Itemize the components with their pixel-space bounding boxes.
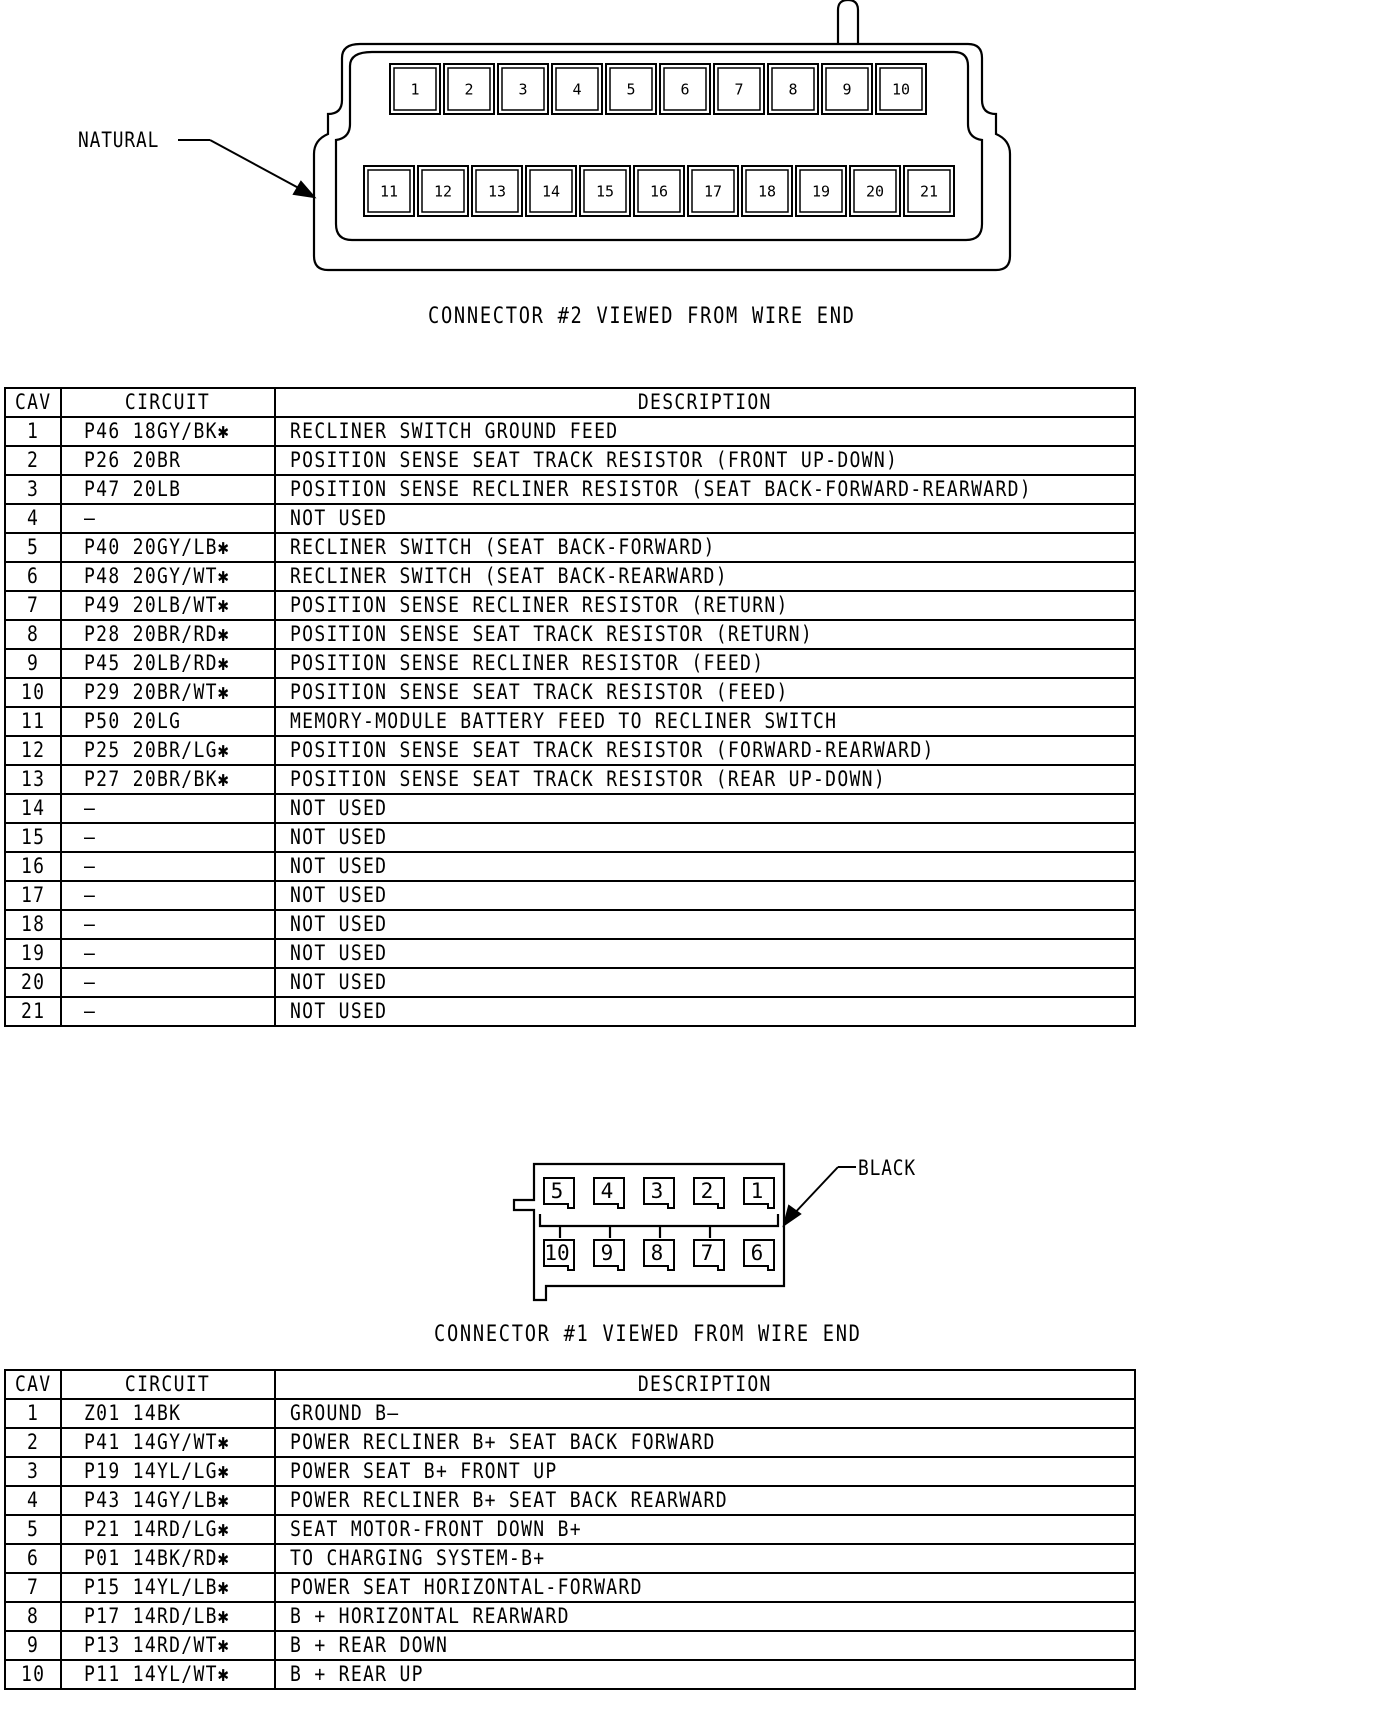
- pin-number: 1: [410, 80, 420, 99]
- table-row: [5, 707, 1135, 736]
- table-row: [5, 591, 1135, 620]
- pin-cavity: [876, 64, 926, 114]
- pin-cavity: [390, 64, 440, 114]
- circuit-cell: Z01 14BK: [61, 1399, 275, 1428]
- circuit-cell: P25 20BR/LG✱: [61, 736, 275, 765]
- table-row: [5, 910, 1135, 939]
- connector-2-pinout-table: [4, 387, 1136, 1027]
- circuit-cell: P50 20LG: [61, 707, 275, 736]
- table-row: [5, 504, 1135, 533]
- description-cell: NOT USED: [275, 823, 1135, 852]
- description-cell: POSITION SENSE RECLINER RESISTOR (SEAT BACK-FORWARD-REARWARD): [275, 475, 1135, 504]
- table-row: [5, 997, 1135, 1026]
- connector-2-housing: [314, 0, 1010, 270]
- cav-cell: 13: [5, 765, 61, 794]
- pin-number: 6: [680, 80, 690, 99]
- circuit-cell: P48 20GY/WT✱: [61, 562, 275, 591]
- pin-number: 20: [865, 182, 885, 201]
- pin-cavity: [688, 166, 738, 216]
- circuit-cell: —: [61, 823, 275, 852]
- table-row: [5, 446, 1135, 475]
- description-cell: MEMORY-MODULE BATTERY FEED TO RECLINER SWITCH: [275, 707, 1135, 736]
- description-cell: POSITION SENSE SEAT TRACK RESISTOR (FEED): [275, 678, 1135, 707]
- pin-number: 17: [703, 182, 723, 201]
- circuit-cell: P27 20BR/BK✱: [61, 765, 275, 794]
- circuit-cell: P29 20BR/WT✱: [61, 678, 275, 707]
- circuit-cell: P46 18GY/BK✱: [61, 417, 275, 446]
- pin-number: 7: [700, 1241, 714, 1265]
- header-circuit: CIRCUIT: [61, 1370, 275, 1399]
- table-row: [5, 765, 1135, 794]
- cav-cell: 15: [5, 823, 61, 852]
- pin-number: 9: [600, 1241, 614, 1265]
- table-row: [5, 1660, 1135, 1689]
- pin-number: 9: [842, 80, 852, 99]
- pin-number: 16: [649, 182, 669, 201]
- pin-number: 6: [750, 1241, 764, 1265]
- cav-cell: 6: [5, 562, 61, 591]
- pin-cavity: [526, 166, 576, 216]
- table-row: [5, 968, 1135, 997]
- table-row: [5, 649, 1135, 678]
- table-row: [5, 1399, 1135, 1428]
- table-row: [5, 1573, 1135, 1602]
- pin-number: 10: [544, 1241, 570, 1265]
- pin-cavity: [742, 166, 792, 216]
- pin-cavity: [644, 1178, 674, 1208]
- description-cell: POSITION SENSE SEAT TRACK RESISTOR (REAR UP-DOWN): [275, 765, 1135, 794]
- cav-cell: 20: [5, 968, 61, 997]
- pin-number: 12: [433, 182, 453, 201]
- connector-1-top-row: [544, 1178, 774, 1208]
- table-row: [5, 1602, 1135, 1631]
- cav-cell: 18: [5, 910, 61, 939]
- cav-cell: 12: [5, 736, 61, 765]
- cav-cell: 14: [5, 794, 61, 823]
- circuit-cell: —: [61, 910, 275, 939]
- description-cell: NOT USED: [275, 997, 1135, 1026]
- cav-cell: 1: [5, 417, 61, 446]
- circuit-cell: —: [61, 881, 275, 910]
- description-cell: POSITION SENSE SEAT TRACK RESISTOR (RETURN): [275, 620, 1135, 649]
- circuit-cell: P49 20LB/WT✱: [61, 591, 275, 620]
- cav-cell: 16: [5, 852, 61, 881]
- cav-cell: 6: [5, 1544, 61, 1573]
- description-cell: NOT USED: [275, 794, 1135, 823]
- header-circuit: CIRCUIT: [61, 388, 275, 417]
- pin-cavity: [822, 64, 872, 114]
- description-cell: GROUND B—: [275, 1399, 1135, 1428]
- connector-1-pinout-table: [4, 1369, 1136, 1690]
- table-row: [5, 1457, 1135, 1486]
- table-row: [5, 823, 1135, 852]
- cav-cell: 8: [5, 1602, 61, 1631]
- description-cell: RECLINER SWITCH (SEAT BACK-REARWARD): [275, 562, 1135, 591]
- circuit-cell: P21 14RD/LG✱: [61, 1515, 275, 1544]
- header-description: DESCRIPTION: [275, 1370, 1135, 1399]
- cav-cell: 9: [5, 1631, 61, 1660]
- pin-number: 3: [650, 1179, 664, 1203]
- table-row: [5, 1428, 1135, 1457]
- cav-cell: 7: [5, 1573, 61, 1602]
- cav-cell: 21: [5, 997, 61, 1026]
- description-cell: POSITION SENSE RECLINER RESISTOR (RETURN): [275, 591, 1135, 620]
- pin-number: 5: [550, 1179, 564, 1203]
- cav-cell: 2: [5, 446, 61, 475]
- pin-number: 14: [541, 182, 561, 201]
- table-header-row: [5, 1370, 1135, 1399]
- pin-cavity: [660, 64, 710, 114]
- pin-cavity: [634, 166, 684, 216]
- description-cell: POSITION SENSE SEAT TRACK RESISTOR (FRONT UP-DOWN): [275, 446, 1135, 475]
- pin-number: 4: [600, 1179, 614, 1203]
- table-row: [5, 736, 1135, 765]
- circuit-cell: P15 14YL/LB✱: [61, 1573, 275, 1602]
- pin-cavity: [850, 166, 900, 216]
- pin-cavity: [444, 64, 494, 114]
- description-cell: POWER SEAT B+ FRONT UP: [275, 1457, 1135, 1486]
- description-cell: NOT USED: [275, 939, 1135, 968]
- circuit-cell: —: [61, 939, 275, 968]
- description-cell: B + REAR DOWN: [275, 1631, 1135, 1660]
- table-row: [5, 1486, 1135, 1515]
- pin-cavity: [694, 1240, 724, 1270]
- description-cell: POSITION SENSE SEAT TRACK RESISTOR (FORWARD-REARWARD): [275, 736, 1135, 765]
- pin-cavity: [904, 166, 954, 216]
- table-row: [5, 562, 1135, 591]
- description-cell: TO CHARGING SYSTEM-B+: [275, 1544, 1135, 1573]
- table-row: [5, 881, 1135, 910]
- description-cell: NOT USED: [275, 910, 1135, 939]
- pin-cavity: [594, 1240, 624, 1270]
- cav-cell: 3: [5, 475, 61, 504]
- pin-number: 1: [750, 1179, 764, 1203]
- cav-cell: 9: [5, 649, 61, 678]
- cav-cell: 5: [5, 1515, 61, 1544]
- connector-1-color-label: BLACK: [858, 1156, 916, 1180]
- table-row: [5, 939, 1135, 968]
- table-row: [5, 475, 1135, 504]
- table-row: [5, 1631, 1135, 1660]
- header-cav: CAV: [5, 388, 61, 417]
- table-row: [5, 852, 1135, 881]
- table-row: [5, 417, 1135, 446]
- pin-cavity: [768, 64, 818, 114]
- circuit-cell: P40 20GY/LB✱: [61, 533, 275, 562]
- circuit-cell: —: [61, 852, 275, 881]
- circuit-cell: —: [61, 997, 275, 1026]
- cav-cell: 19: [5, 939, 61, 968]
- cav-cell: 5: [5, 533, 61, 562]
- connector-2-bottom-row: [364, 166, 954, 216]
- description-cell: RECLINER SWITCH GROUND FEED: [275, 417, 1135, 446]
- description-cell: POWER SEAT HORIZONTAL-FORWARD: [275, 1573, 1135, 1602]
- circuit-cell: P41 14GY/WT✱: [61, 1428, 275, 1457]
- cav-cell: 2: [5, 1428, 61, 1457]
- cav-cell: 10: [5, 678, 61, 707]
- cav-cell: 7: [5, 591, 61, 620]
- circuit-cell: P13 14RD/WT✱: [61, 1631, 275, 1660]
- description-cell: B + HORIZONTAL REARWARD: [275, 1602, 1135, 1631]
- pin-number: 7: [734, 80, 744, 99]
- description-cell: NOT USED: [275, 504, 1135, 533]
- black-leader-line: [784, 1167, 856, 1225]
- pin-number: 3: [518, 80, 528, 99]
- table-header-row: [5, 388, 1135, 417]
- pin-cavity: [364, 166, 414, 216]
- cav-cell: 3: [5, 1457, 61, 1486]
- table-row: [5, 678, 1135, 707]
- pin-number: 2: [700, 1179, 714, 1203]
- cav-cell: 1: [5, 1399, 61, 1428]
- circuit-cell: P26 20BR: [61, 446, 275, 475]
- pin-cavity: [544, 1240, 574, 1270]
- circuit-cell: P19 14YL/LG✱: [61, 1457, 275, 1486]
- circuit-cell: —: [61, 794, 275, 823]
- pin-cavity: [796, 166, 846, 216]
- pin-number: 11: [379, 182, 399, 201]
- connector-2-caption: CONNECTOR #2 VIEWED FROM WIRE END: [428, 304, 856, 329]
- cav-cell: 4: [5, 504, 61, 533]
- pin-number: 13: [487, 182, 507, 201]
- pin-number: 8: [650, 1241, 664, 1265]
- connector-1-bottom-row: [544, 1240, 774, 1270]
- circuit-cell: P11 14YL/WT✱: [61, 1660, 275, 1689]
- pin-number: 21: [919, 182, 939, 201]
- table-row: [5, 1515, 1135, 1544]
- pin-cavity: [418, 166, 468, 216]
- pin-cavity: [472, 166, 522, 216]
- pin-cavity: [594, 1178, 624, 1208]
- connector-2-top-row: [390, 64, 926, 114]
- description-cell: NOT USED: [275, 881, 1135, 910]
- table-row: [5, 533, 1135, 562]
- cav-cell: 11: [5, 707, 61, 736]
- circuit-cell: P17 14RD/LB✱: [61, 1602, 275, 1631]
- table-row: [5, 794, 1135, 823]
- header-cav: CAV: [5, 1370, 61, 1399]
- circuit-cell: P45 20LB/RD✱: [61, 649, 275, 678]
- pin-number: 19: [811, 182, 831, 201]
- cav-cell: 8: [5, 620, 61, 649]
- circuit-cell: —: [61, 504, 275, 533]
- pin-cavity: [744, 1178, 774, 1208]
- pin-cavity: [552, 64, 602, 114]
- description-cell: NOT USED: [275, 852, 1135, 881]
- pin-number: 18: [757, 182, 777, 201]
- description-cell: POSITION SENSE RECLINER RESISTOR (FEED): [275, 649, 1135, 678]
- pin-cavity: [606, 64, 656, 114]
- pin-number: 8: [788, 80, 798, 99]
- circuit-cell: P47 20LB: [61, 475, 275, 504]
- pin-number: 5: [626, 80, 636, 99]
- description-cell: POWER RECLINER B+ SEAT BACK FORWARD: [275, 1428, 1135, 1457]
- description-cell: SEAT MOTOR-FRONT DOWN B+: [275, 1515, 1135, 1544]
- cav-cell: 10: [5, 1660, 61, 1689]
- description-cell: POWER RECLINER B+ SEAT BACK REARWARD: [275, 1486, 1135, 1515]
- pin-cavity: [580, 166, 630, 216]
- cav-cell: 4: [5, 1486, 61, 1515]
- pin-cavity: [544, 1178, 574, 1208]
- circuit-cell: —: [61, 968, 275, 997]
- pin-cavity: [644, 1240, 674, 1270]
- pin-cavity: [694, 1178, 724, 1208]
- natural-leader-line: [178, 140, 314, 197]
- description-cell: B + REAR UP: [275, 1660, 1135, 1689]
- header-description: DESCRIPTION: [275, 388, 1135, 417]
- description-cell: NOT USED: [275, 968, 1135, 997]
- description-cell: RECLINER SWITCH (SEAT BACK-FORWARD): [275, 533, 1135, 562]
- pin-cavity: [714, 64, 764, 114]
- table-row: [5, 1544, 1135, 1573]
- circuit-cell: P28 20BR/RD✱: [61, 620, 275, 649]
- connector-2-color-label: NATURAL: [78, 128, 160, 152]
- pin-number: 2: [464, 80, 474, 99]
- connector-1-caption: CONNECTOR #1 VIEWED FROM WIRE END: [434, 1322, 862, 1347]
- pin-number: 4: [572, 80, 582, 99]
- table-row: [5, 620, 1135, 649]
- pin-number: 10: [891, 80, 911, 99]
- pin-number: 15: [595, 182, 615, 201]
- circuit-cell: P43 14GY/LB✱: [61, 1486, 275, 1515]
- cav-cell: 17: [5, 881, 61, 910]
- pin-cavity: [498, 64, 548, 114]
- pin-cavity: [744, 1240, 774, 1270]
- circuit-cell: P01 14BK/RD✱: [61, 1544, 275, 1573]
